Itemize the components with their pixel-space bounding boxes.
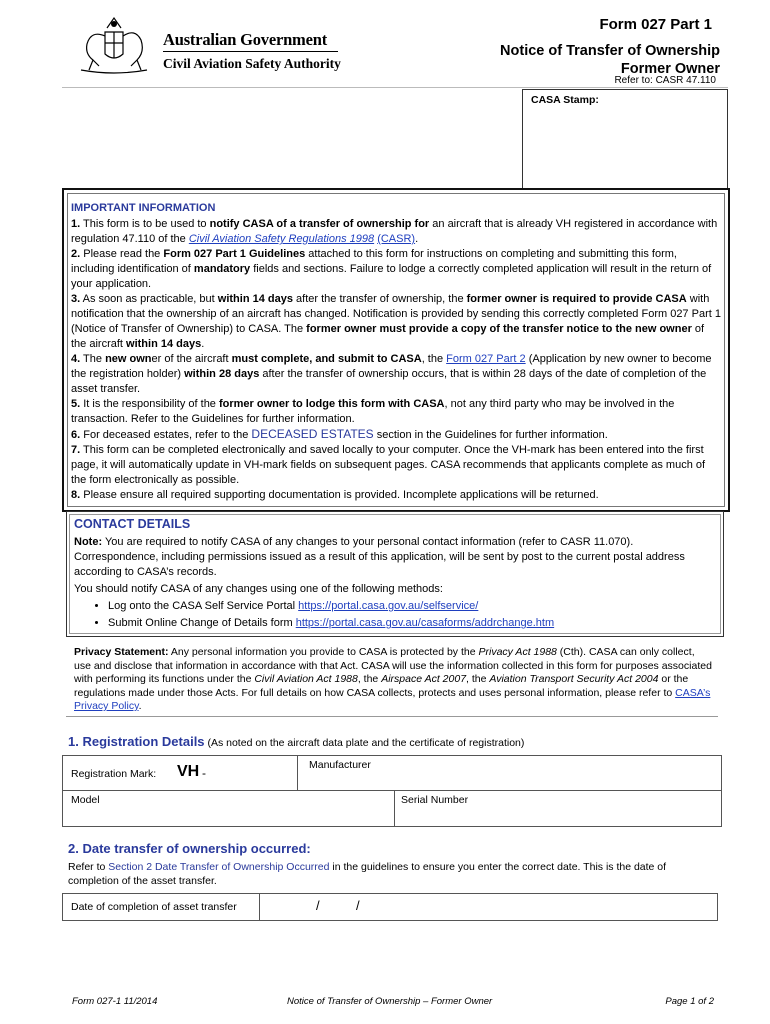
- important-info-content: [71, 201, 721, 503]
- form-027-part2-link[interactable]: Form 027 Part 2: [446, 353, 526, 365]
- section2-heading: 2. Date transfer of ownership occurred:: [68, 841, 311, 856]
- vh-prefix: VH: [177, 763, 200, 780]
- deceased-estates-ref[interactable]: DECEASED ESTATES: [251, 427, 374, 441]
- date-of-completion-input[interactable]: [259, 893, 718, 921]
- manufacturer-label: Manufacturer: [309, 759, 371, 771]
- contact-details-content: [74, 517, 716, 633]
- serial-number-label: Serial Number: [401, 794, 469, 806]
- date-slash: /: [356, 898, 360, 913]
- model-field[interactable]: [62, 790, 395, 827]
- info-item-2: 2. Please read the Form 027 Part 1 Guidelines attached to this form for instructions on completing and submitting this form, including identification of mandatory fields and sections. Failure to lodge a correctly completed application will result in the return of your application.: [71, 248, 712, 290]
- org-divider: [163, 51, 338, 52]
- contact-note: Note: You are required to notify CASA of any changes to your personal contact information (refer to CASR 11.070). Correspondence, including permissions issued as a result of this application, will be sent by post to the current postal address according to CASA’s records.: [74, 536, 685, 578]
- info-item-5: 5. It is the responsibility of the former owner to lodge this form with CASA, not any third party who may be involved in the transaction. Refer to the Guidelines for further information.: [71, 398, 675, 425]
- self-service-portal-link[interactable]: https://portal.casa.gov.au/selfservice/: [298, 600, 479, 612]
- important-info-heading: IMPORTANT INFORMATION: [71, 202, 216, 214]
- list-item: • Submit Online Change of Details form https://portal.casa.gov.au/casaforms/addrchange.htm: [108, 616, 716, 631]
- change-of-details-link[interactable]: https://portal.casa.gov.au/casaforms/addrchange.htm: [295, 617, 555, 629]
- privacy-policy-link[interactable]: CASA’s Privacy Policy: [74, 686, 711, 712]
- casr-link[interactable]: Civil Aviation Safety Regulations 1998: [188, 233, 375, 245]
- org-name-primary: Australian Government: [163, 30, 327, 49]
- contact-methods-intro: You should notify CASA of any changes using one of the following methods:: [74, 583, 443, 595]
- org-name-secondary: Civil Aviation Safety Authority: [163, 56, 341, 71]
- info-item-1: 1. This form is to be used to notify CASA of a transfer of ownership for an aircraft that is already VH registered in accordance with regulation 47.110 of the Civil Aviation Safety Regulations 1998 (CASR).: [71, 218, 718, 245]
- info-item-4: 4. The new owner of the aircraft must complete, and submit to CASA, the Form 027 Part 2 (Application by new owner to become the registration holder) within 28 days after the transfer of ownership occurs, that is within 28 days of the date of completion of the asset transfer.: [71, 353, 712, 395]
- coat-of-arms-logo: [75, 14, 153, 76]
- casr-abbrev-link[interactable]: (CASR): [377, 233, 416, 245]
- privacy-divider: [66, 716, 718, 717]
- info-item-6: 6. For deceased estates, refer to the DECEASED ESTATES section in the Guidelines for further information.: [71, 427, 608, 441]
- date-label-cell: [62, 893, 260, 921]
- vh-dash: -: [202, 766, 206, 780]
- contact-methods-list: [74, 599, 716, 631]
- date-of-completion-label: Date of completion of asset transfer: [71, 901, 237, 913]
- form-title-line2: Former Owner: [620, 61, 720, 77]
- footer-form-id: Form 027-1 11/2014: [72, 996, 158, 1007]
- info-item-7: 7. This form can be completed electronically and saved locally to your computer. Once the VH-mark has been entered into the first page, it will automatically update in VH-mark fields on subsequent pages. CASA recommends that applicants complete as much of the form electronically as possible.: [71, 444, 706, 486]
- list-item: • Log onto the CASA Self Service Portal https://portal.casa.gov.au/selfservice/: [108, 599, 716, 614]
- privacy-statement: Privacy Statement: Any personal information you provide to CASA is protected by the Privacy Act 1988 (Cth). CASA can only collect, use and disclose that information in accordance with that Act. CASA will use the information collected in this form for purposes associated with performing its functions under the Civil Aviation Act 1988, the Airspace Act 2007, the Aviation Transport Security Act 2004 or the regulations made under those Acts. For full details on how CASA collects, protects and uses personal information, please refer to CASA’s Privacy Policy.: [74, 646, 712, 712]
- casa-stamp-label: CASA Stamp:: [531, 94, 599, 106]
- manufacturer-field[interactable]: [297, 755, 722, 791]
- info-item-8: 8. Please ensure all required supporting documentation is provided. Incomplete applications will be returned.: [71, 489, 599, 501]
- serial-number-field[interactable]: [394, 790, 722, 827]
- header-divider: [62, 87, 728, 88]
- form-number: Form 027 Part 1: [599, 16, 712, 33]
- form-title-line1: Notice of Transfer of Ownership: [500, 43, 720, 59]
- section2-instructions: Refer to Section 2 Date Transfer of Ownership Occurred in the guidelines to ensure you enter the correct date. This is the date of completion of the asset transfer.: [68, 861, 667, 887]
- model-label: Model: [71, 794, 100, 806]
- section2-guidelines-ref[interactable]: Section 2 Date Transfer of Ownership Occurred: [108, 861, 330, 873]
- registration-mark-field[interactable]: [62, 755, 298, 791]
- footer-page-number: Page 1 of 2: [665, 996, 714, 1007]
- section1-heading: 1. Registration Details (As noted on the aircraft data plate and the certificate of registration): [68, 734, 525, 749]
- registration-mark-label: Registration Mark:: [71, 768, 157, 780]
- casa-stamp-box: [522, 89, 728, 189]
- contact-details-heading: CONTACT DETAILS: [74, 517, 191, 531]
- info-item-3: 3. As soon as practicable, but within 14 days after the transfer of ownership, the former owner is required to provide CASA with notification that the ownership of an aircraft has changed. Notification is provided by sending this correctly completed Form 027 Part 1 (Notice of Transfer of Ownership) to CASA. The former owner must provide a copy of the transfer notice to the new owner of the aircraft within 14 days.: [71, 293, 721, 350]
- footer-title: Notice of Transfer of Ownership – Former Owner: [287, 996, 493, 1007]
- form-title: [500, 42, 720, 78]
- date-slash: /: [316, 898, 320, 913]
- regulation-reference: Refer to: CASR 47.110: [614, 75, 716, 86]
